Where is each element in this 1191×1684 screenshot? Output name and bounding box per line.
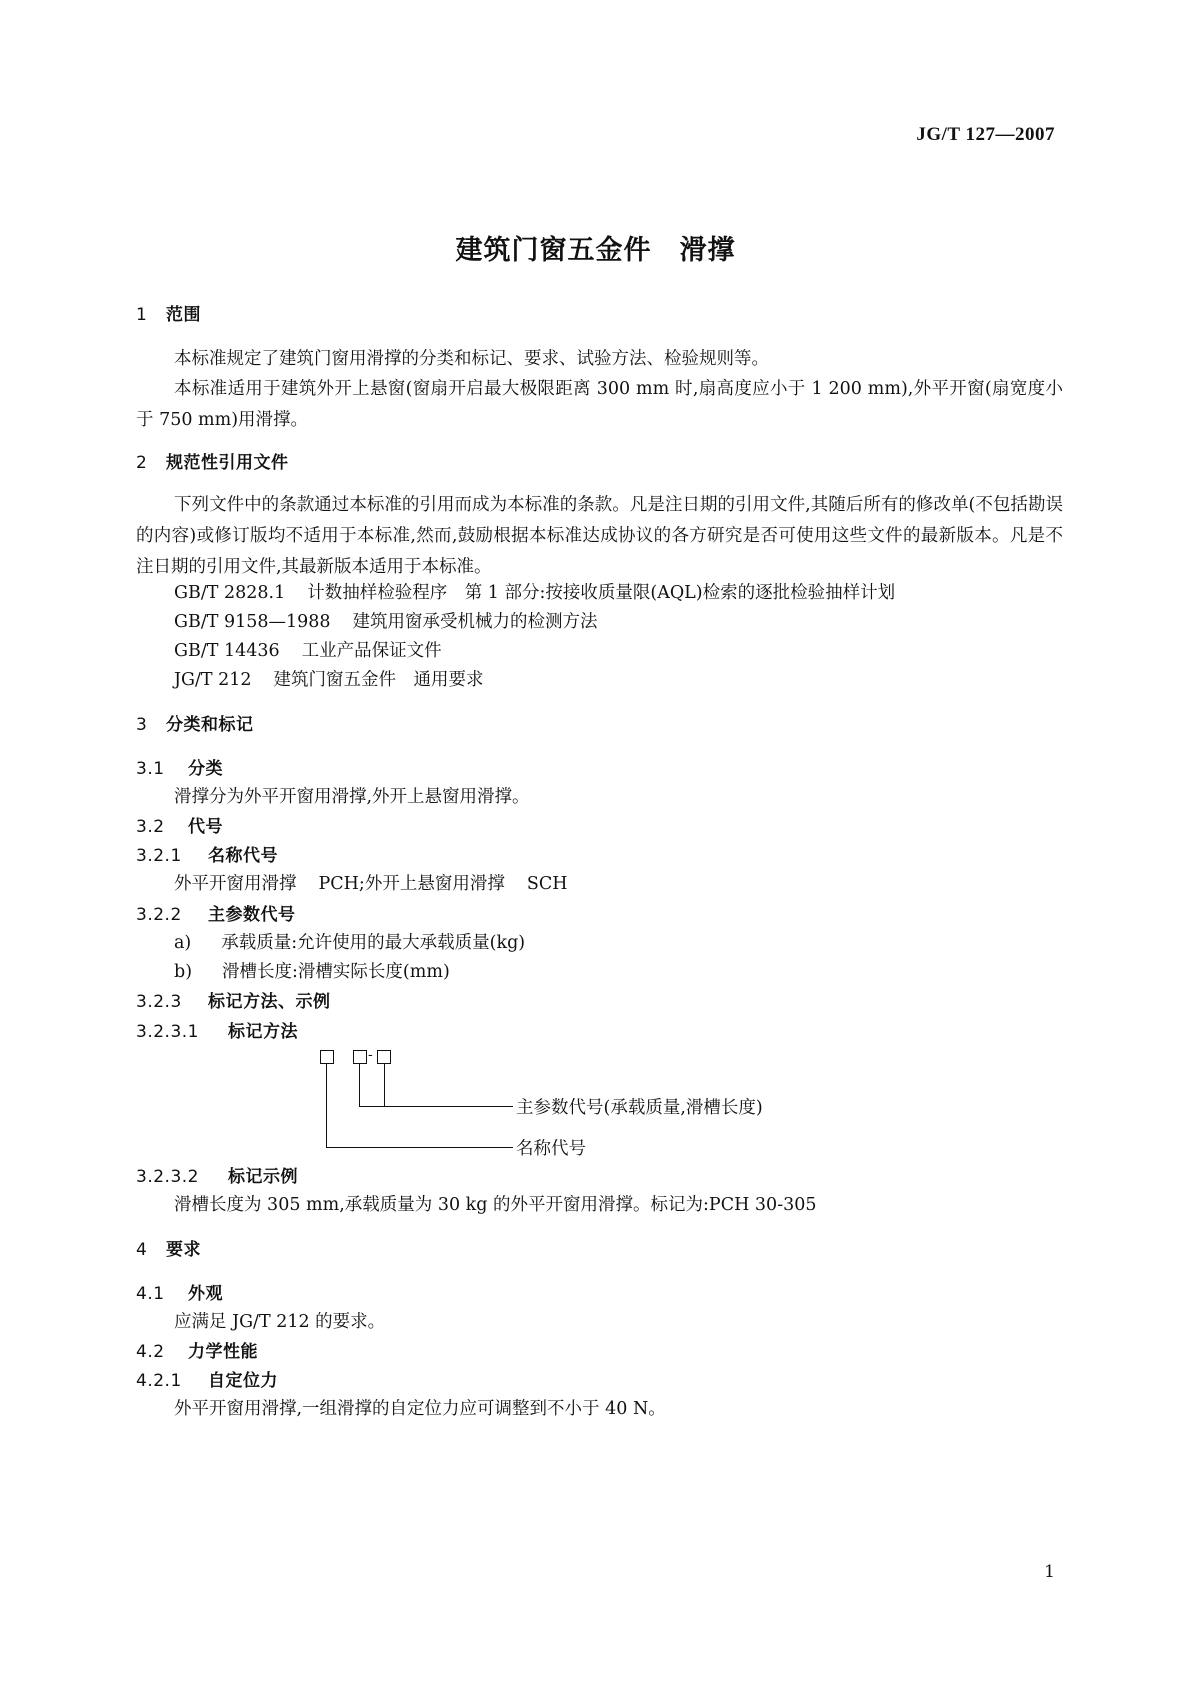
marking-example-text: 滑槽长度为 305 mm,承载质量为 30 kg 的外平开窗用滑撑。标记为:PCH 30-305	[174, 1195, 817, 1215]
marking-diagram	[320, 1047, 840, 1180]
name-code-value: PCH;外开上悬窗用滑撑	[318, 874, 505, 894]
subsection-4-2-1-text: 外平开窗用滑撑,一组滑撑的自定位力应可调整到不小于 40 N。	[174, 1399, 666, 1419]
section-number: 1	[136, 305, 148, 325]
subsection-3-2-3-1-heading	[0, 1021, 1191, 1043]
subsection-number: 4.2	[136, 1342, 165, 1362]
subsection-3-2-2-heading	[0, 904, 1191, 926]
connector-line	[326, 1064, 327, 1148]
reference-code: GB/T 9158—1988	[174, 612, 331, 632]
subsection-number: 4.1	[136, 1284, 165, 1304]
param-box-1	[353, 1050, 367, 1064]
document-title: 建筑门窗五金件 滑撑	[455, 235, 736, 266]
subsection-number: 4.2.1	[136, 1371, 182, 1391]
subsection-4-2-heading	[0, 1341, 1191, 1363]
list-item	[0, 928, 1191, 959]
reference-code: GB/T 2828.1	[174, 583, 286, 603]
name-code-text: 外平开窗用滑撑	[174, 874, 297, 894]
separator-dash: -	[368, 1047, 373, 1063]
subsection-title: 代号	[188, 817, 223, 837]
subsection-3-1-heading	[0, 758, 1191, 780]
subsection-number: 3.2.3.1	[136, 1022, 199, 1042]
name-code-value: SCH	[526, 874, 568, 894]
subsection-title: 力学性能	[188, 1342, 258, 1362]
section-title: 规范性引用文件	[166, 453, 289, 473]
list-text: 承载质量:允许使用的最大承载质量(kg)	[221, 933, 526, 953]
subsection-number: 3.2	[136, 817, 165, 837]
subsection-4-1-text: 应满足 JG/T 212 的要求。	[174, 1312, 386, 1332]
list-item	[0, 957, 1191, 988]
subsection-title: 标记示例	[228, 1167, 298, 1187]
subsection-3-1-text: 滑撑分为外平开窗用滑撑,外开上悬窗用滑撑。	[174, 787, 530, 807]
standard-code: JG/T 127—2007	[916, 124, 1055, 145]
subsection-number: 3.2.1	[136, 846, 182, 866]
connector-line	[359, 1064, 360, 1106]
subsection-title: 主参数代号	[208, 905, 296, 925]
page-number: 1	[1044, 1562, 1055, 1582]
reference-code: GB/T 14436	[174, 641, 280, 661]
subsection-title: 分类	[188, 759, 223, 779]
connector-line	[359, 1106, 513, 1107]
section-1-paragraph-1: 本标准规定了建筑门窗用滑撑的分类和标记、要求、试验方法、检验规则等。	[174, 349, 769, 369]
section-1-paragraph-2: 本标准适用于建筑外开上悬窗(窗扇开启最大极限距离 300 mm 时,扇高度应小于 1 200 mm),外平开窗(扇宽度小于 750 mm)用滑撑。	[136, 379, 1063, 430]
name-code-line	[0, 869, 1191, 900]
section-title: 分类和标记	[166, 715, 254, 735]
reference-title: 建筑门窗五金件 通用要求	[273, 670, 484, 690]
section-number: 2	[136, 453, 148, 473]
section-title: 范围	[166, 305, 201, 325]
subsection-title: 名称代号	[208, 846, 278, 866]
param-box-2	[377, 1050, 391, 1064]
section-2-heading	[0, 452, 1191, 474]
subsection-title: 标记方法、示例	[208, 992, 331, 1012]
section-number: 3	[136, 715, 148, 735]
name-code-box	[320, 1050, 334, 1064]
list-text: 滑槽长度:滑槽实际长度(mm)	[222, 962, 450, 982]
section-title: 要求	[166, 1240, 201, 1260]
name-code-label: 名称代号	[516, 1139, 586, 1159]
subsection-4-2-1-heading	[0, 1370, 1191, 1392]
reference-title: 建筑用窗承受机械力的检测方法	[352, 612, 598, 632]
section-number: 4	[136, 1240, 148, 1260]
subsection-number: 3.1	[136, 759, 165, 779]
reference-item	[0, 665, 1191, 696]
reference-item	[0, 578, 1191, 609]
subsection-title: 外观	[188, 1284, 223, 1304]
connector-line	[384, 1064, 385, 1106]
reference-title: 计数抽样检验程序 第 1 部分:按接收质量限(AQL)检索的逐批检验抽样计划	[307, 583, 896, 603]
main-param-label: 主参数代号(承载质量,滑槽长度)	[516, 1098, 763, 1118]
subsection-number: 3.2.2	[136, 905, 182, 925]
subsection-3-2-1-heading	[0, 845, 1191, 867]
subsection-3-2-3-heading	[0, 991, 1191, 1013]
connector-line	[326, 1147, 513, 1148]
section-4-heading	[0, 1239, 1191, 1261]
subsection-title: 标记方法	[228, 1022, 298, 1042]
reference-item	[0, 607, 1191, 638]
subsection-number: 3.2.3.2	[136, 1167, 199, 1187]
list-marker: a)	[174, 933, 192, 953]
reference-item	[0, 636, 1191, 667]
subsection-title: 自定位力	[208, 1371, 278, 1391]
subsection-3-2-3-2-heading	[0, 1166, 1191, 1188]
subsection-number: 3.2.3	[136, 992, 182, 1012]
section-2-intro: 下列文件中的条款通过本标准的引用而成为本标准的条款。凡是注日期的引用文件,其随后所有的修改单(不包括勘误的内容)或修订版均不适用于本标准,然而,鼓励根据本标准达成协议的各方研究是否可使用这些文件的最新版本。凡是不注日期的引用文件,其最新版本适用于本标准。	[136, 495, 1063, 577]
reference-title: 工业产品保证文件	[301, 641, 442, 661]
subsection-3-2-heading	[0, 816, 1191, 838]
reference-code: JG/T 212	[174, 670, 252, 690]
list-marker: b)	[174, 962, 193, 982]
subsection-4-1-heading	[0, 1283, 1191, 1305]
section-3-heading	[0, 714, 1191, 736]
section-1-heading	[0, 304, 1191, 326]
